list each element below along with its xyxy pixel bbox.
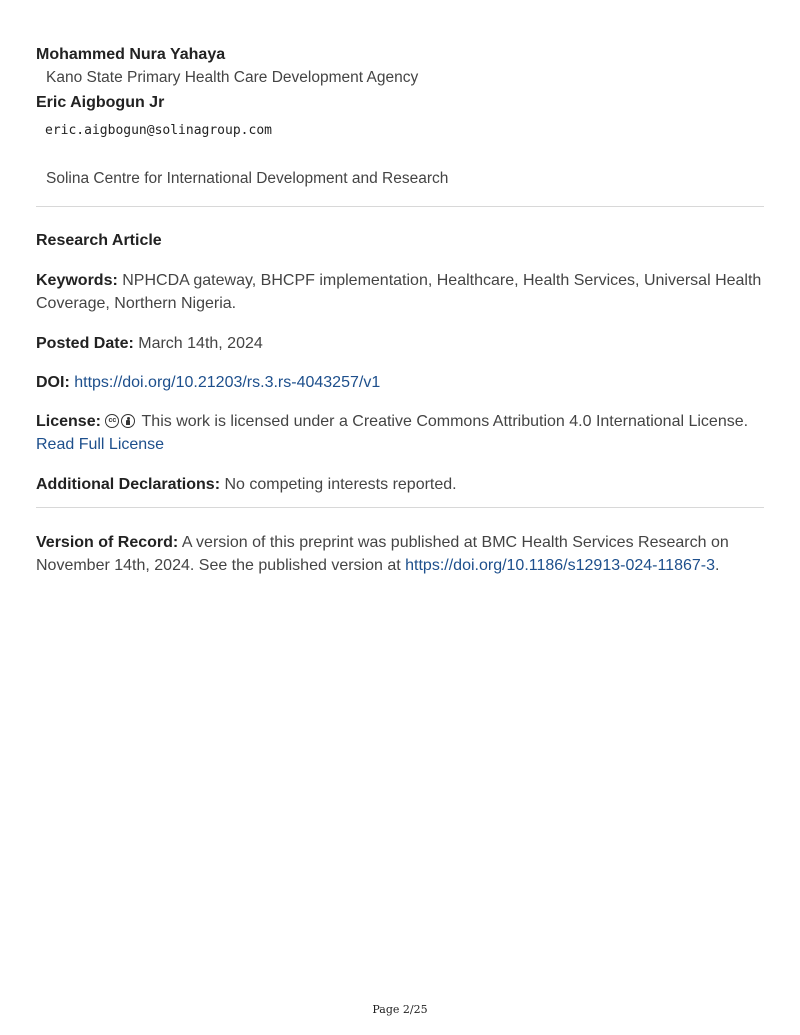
license-field <box>36 410 764 456</box>
published-version-link[interactable]: https://doi.org/10.1186/s12913-024-11867-3 <box>405 557 715 574</box>
cc-icon <box>105 414 119 428</box>
declarations-label: Additional Declarations: <box>36 476 221 493</box>
document-page <box>36 0 764 1035</box>
version-of-record-field <box>36 531 764 577</box>
author-name-1: Mohammed Nura Yahaya <box>36 46 226 63</box>
author-name-2: Eric Aigbogun Jr <box>36 94 165 111</box>
version-of-record-suffix: . <box>715 557 720 574</box>
version-of-record-text: A version of this preprint was published at BMC Health Services Research on November 14th, 2024. See the published version at <box>36 534 729 574</box>
keywords-value: NPHCDA gateway, BHCPF implementation, Healthcare, Health Services, Universal Health Coverage, Northern Nigeria. <box>36 272 762 312</box>
license-text: This work is licensed under a Creative Commons Attribution 4.0 International License. <box>141 413 749 430</box>
attribution-icon <box>121 414 135 428</box>
cc-icon-glyph: cc <box>108 417 117 424</box>
keywords-label: Keywords: <box>36 272 118 289</box>
author-affiliation-2: Solina Centre for International Development and Research <box>46 170 449 187</box>
read-full-license-link[interactable]: Read Full License <box>36 436 165 453</box>
divider-top <box>36 206 764 207</box>
posted-date-value: March 14th, 2024 <box>138 335 263 352</box>
page-number: Page 2/25 <box>372 1003 428 1016</box>
author-affiliation-1: Kano State Primary Health Care Development Agency <box>46 69 419 86</box>
divider-bottom <box>36 507 764 508</box>
version-of-record-label: Version of Record: <box>36 534 179 551</box>
license-label: License: <box>36 413 101 430</box>
declarations-value: No competing interests reported. <box>224 476 457 493</box>
article-type: Research Article <box>36 232 162 249</box>
doi-field <box>36 371 764 394</box>
declarations-field <box>36 473 764 496</box>
author-email[interactable]: eric.aigbogun@solinagroup.com <box>45 123 272 138</box>
doi-link[interactable]: https://doi.org/10.21203/rs.3.rs-4043257/v1 <box>74 374 381 391</box>
keywords-field <box>36 269 764 315</box>
doi-label: DOI: <box>36 374 70 391</box>
posted-date-field <box>36 332 764 355</box>
posted-date-label: Posted Date: <box>36 335 134 352</box>
